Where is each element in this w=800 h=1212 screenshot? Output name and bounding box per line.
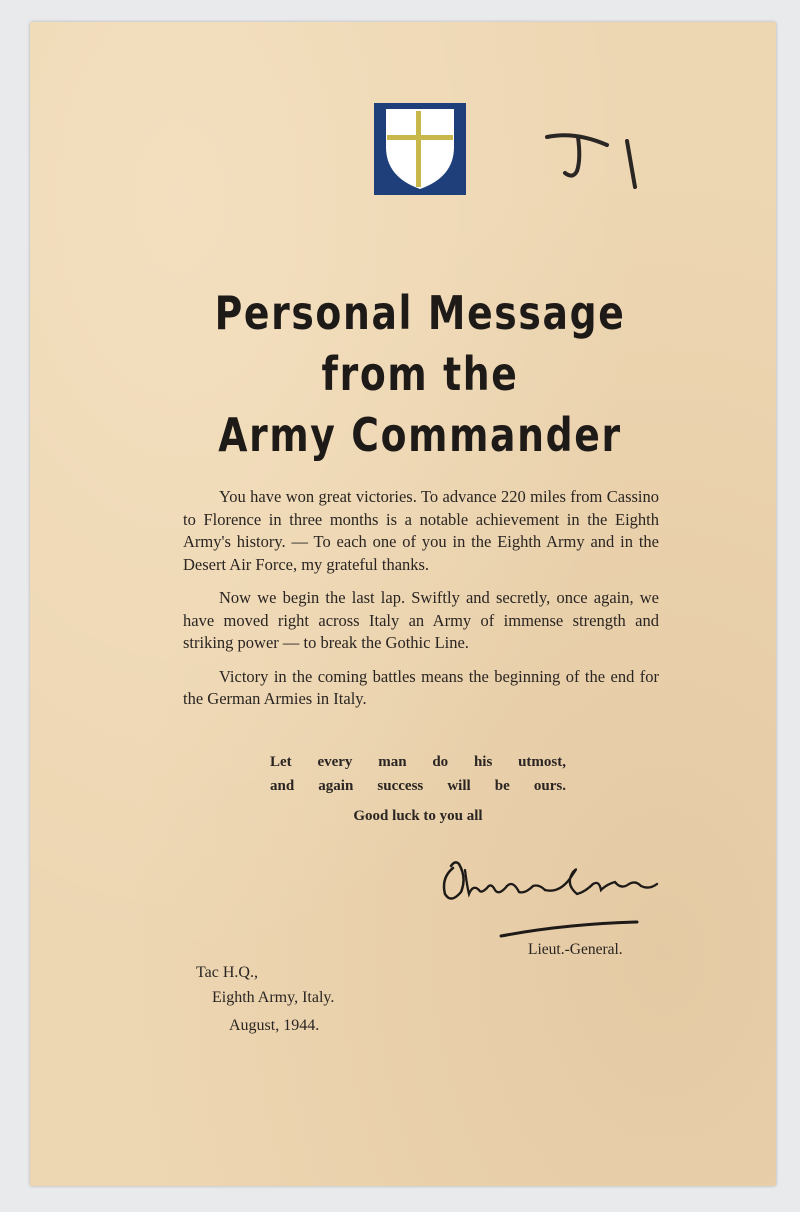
- address-date: August, 1944.: [229, 1017, 320, 1034]
- eighth-army-shield-emblem: [374, 103, 466, 195]
- signatory-rank: Lieut.-General.: [528, 941, 623, 958]
- message-body: [183, 486, 659, 722]
- closing-line-1: Let every man do his utmost,: [270, 754, 566, 770]
- paragraph-2: Now we begin the last lap. Swiftly and secretly, once again, we have moved right across Italy an Army of immense strength and striking power — to break the Gothic Line.: [183, 588, 659, 652]
- closing-line-2: and again success will be ours.: [270, 778, 566, 794]
- address-line-1: Tac H.Q.,: [196, 964, 258, 981]
- good-luck-line: Good luck to you all: [353, 808, 483, 824]
- title-line-2: from the: [321, 347, 519, 401]
- closing-exhortation: [270, 750, 566, 798]
- handwritten-signature: [435, 850, 665, 940]
- paragraph-3: Victory in the coming battles means the beginning of the end for the German Armies in Italy.: [183, 666, 659, 708]
- address-line-2: Eighth Army, Italy.: [212, 989, 335, 1006]
- page-title: [76, 283, 765, 466]
- title-line-1: Personal Message: [214, 286, 626, 340]
- paragraph-1: You have won great victories. To advance 220 miles from Cassino to Florence in three months is a notable achievement in the Eighth Army's history. — To each one of you in the Eighth Army and in the Desert Air Force, my grateful thanks.: [183, 487, 659, 574]
- title-line-3: Army Commander: [218, 408, 622, 462]
- address-block: [196, 960, 334, 1038]
- handwritten-j1-mark: [545, 125, 655, 195]
